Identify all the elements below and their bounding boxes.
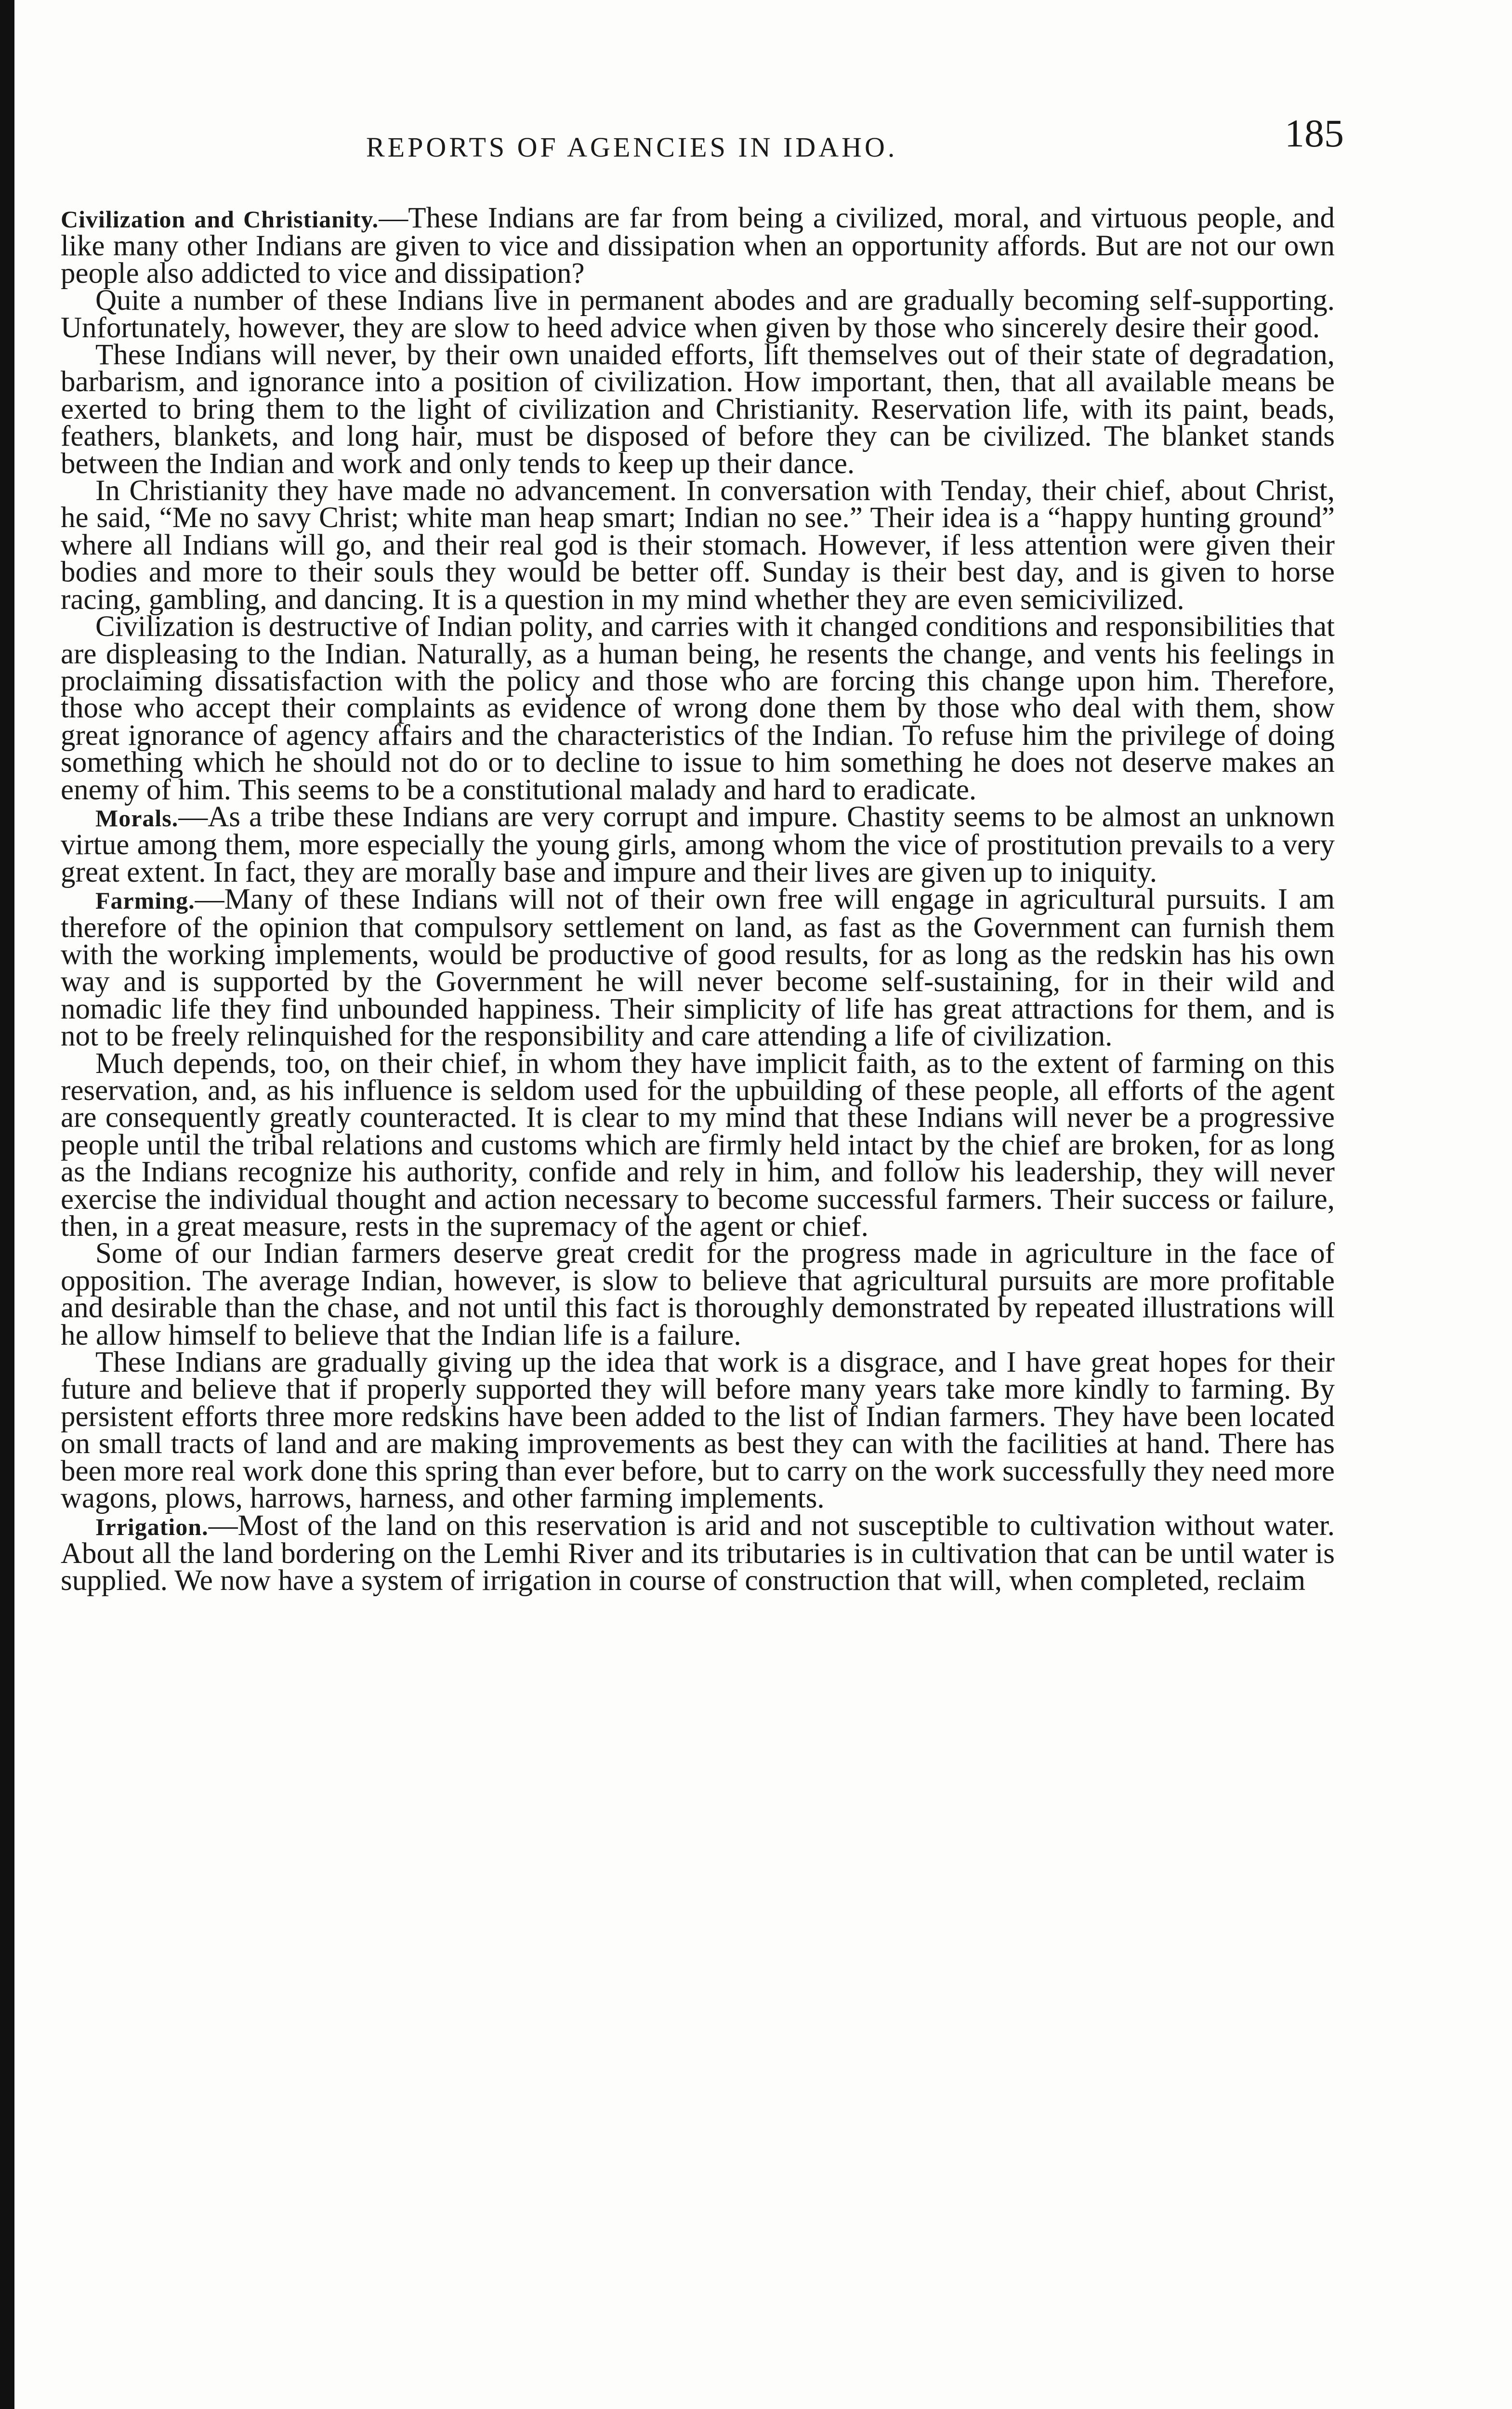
paragraph-text: Civilization is destructive of Indian polity, and carries with it changed conditions and responsibilities that are displeasing to the Indian. Naturally, as a human being, he resents the change, and vents his feelings in proclaiming dissatisfaction with the policy and those who are forcing this change upon him. Therefore, those who accept their complaints as evidence of wrong done them by those who deal with them, show great ignorance of agency affairs and the characteristics of the Indian. To refuse him the privilege of doing something which he should not do or to decline to issue to him something he does not deserve makes an enemy of him. This seems to be a constitutional malady and hard to eradicate. — [61, 610, 1335, 806]
paragraph-text: —These Indians are far from being a civilized, moral, and virtuous people, and like many other Indians are given to vice and dissipation when an opportunity affords. But are not our own people also addicted to vice and dissipation? — [61, 202, 1335, 290]
paragraph-text: —Many of these Indians will not of their own free will engage in agricultural pursuits. I am therefore of the opinion that compulsory settlement on land, as fast as the Government can furnish them with the working implements, would be productive of good results, for as long as the redskin has his own way and is supported by the Government he will never become self-sustaining, for in their wild and nomadic life they find unbounded happiness. Their simplicity of life has great attractions for them, and is not to be freely relinquished for the responsibility and care attending a life of civilization. — [61, 883, 1335, 1053]
paragraph-irrigation — [61, 1509, 1335, 1597]
paragraph — [61, 339, 1335, 480]
paragraph-text: These Indians are gradually giving up the idea that work is a disgrace, and I have great hopes for their future and believe that if properly supported they will before many years take more kindly to farming. By persistent efforts three more redskins have been added to the list of Indian farmers. They have been located on small tracts of land and are making improvements as best they can with the facilities at hand. There has been more real work done this spring than ever before, but to carry on the work successfully they need more wagons, plows, harrows, harness, and other farming implements. — [61, 1346, 1335, 1515]
section-heading-morals: Morals. — [95, 804, 179, 832]
paragraph-farming — [61, 883, 1335, 1053]
paragraph-text: Some of our Indian farmers deserve great credit for the progress made in agriculture in the face of opposition. The average Indian, however, is slow to believe that agricultural pursuits are more profitable and desirable than the chase, and not until this fact is thoroughly demonstrated by repeated illustrations will he allow himself to believe that the Indian life is a failure. — [61, 1237, 1335, 1351]
running-title: REPORTS OF AGENCIES IN IDAHO. — [366, 132, 898, 163]
paragraph-text: —Most of the land on this reservation is arid and not susceptible to cultivation without water. About all the land bordering on the Lemhi River and its tributaries is in cultivation that can be until water is supplied. We now have a system of irrigation in course of construction that will, when completed, reclaim — [61, 1509, 1335, 1597]
paragraph-civilization — [61, 202, 1335, 290]
paragraph — [61, 610, 1335, 806]
paragraph-text: Much depends, too, on their chief, in whom they have implicit faith, as to the extent of farming on this reservation, and, as his influence is seldom used for the upbuilding of these people, all efforts of the agent are consequently greatly counteracted. It is clear to my mind that these Indians will never be a progressive people until the tribal relations and customs which are firmly held intact by the chief are broken, for as long as the Indians recognize his authority, confide and rely in him, and follow his leadership, they will never exercise the individual thought and action necessary to become successful farmers. Their success or failure, then, in a great measure, rests in the supremacy of the agent or chief. — [61, 1047, 1335, 1243]
section-heading-farming: Farming. — [95, 887, 195, 914]
paragraph — [61, 1237, 1335, 1351]
page-number: 185 — [1285, 111, 1344, 155]
paragraph-text: Quite a number of these Indians live in permanent abodes and are gradually becoming self-supporting. Unfortunately, however, they are slow to heed advice when given by those who sincerely desire their good. — [61, 284, 1335, 344]
paragraph — [61, 284, 1335, 344]
section-heading-civilization: Civilization and Christianity. — [61, 206, 379, 233]
paragraph-text: These Indians will never, by their own unaided efforts, lift themselves out of their state of degradation, barbarism, and ignorance into a position of civilization. How important, then, that all available means be exerted to bring them to the light of civilization and Christianity. Reservation life, with its paint, beads, feathers, blankets, and long hair, must be disposed of before they can be civilized. The blanket stands between the Indian and work and only tends to keep up their dance. — [61, 339, 1335, 480]
paragraph — [61, 475, 1335, 616]
page-header — [63, 111, 1344, 164]
paragraph-morals — [61, 800, 1335, 888]
body-text — [61, 202, 1335, 1597]
paragraph — [61, 1047, 1335, 1243]
paragraph — [61, 1346, 1335, 1515]
page-binding-edge — [0, 0, 14, 2409]
section-heading-irrigation: Irrigation. — [95, 1513, 209, 1540]
paragraph-text: —As a tribe these Indians are very corrupt and impure. Chastity seems to be almost an unknown virtue among them, more especially the young girls, among whom the vice of prostitution prevails to a very great extent. In fact, they are morally base and impure and their lives are given up to iniquity. — [61, 800, 1335, 888]
paragraph-text: In Christianity they have made no advancement. In conversation with Tenday, their chief, about Christ, he said, “Me no savy Christ; white man heap smart; Indian no see.” Their idea is a “happy hunting ground” where all Indians will go, and their real god is their stomach. However, if less attention were given their bodies and more to their souls they would be better off. Sunday is their best day, and is given to horse racing, gambling, and dancing. It is a question in my mind whether they are even semicivilized. — [61, 475, 1335, 616]
